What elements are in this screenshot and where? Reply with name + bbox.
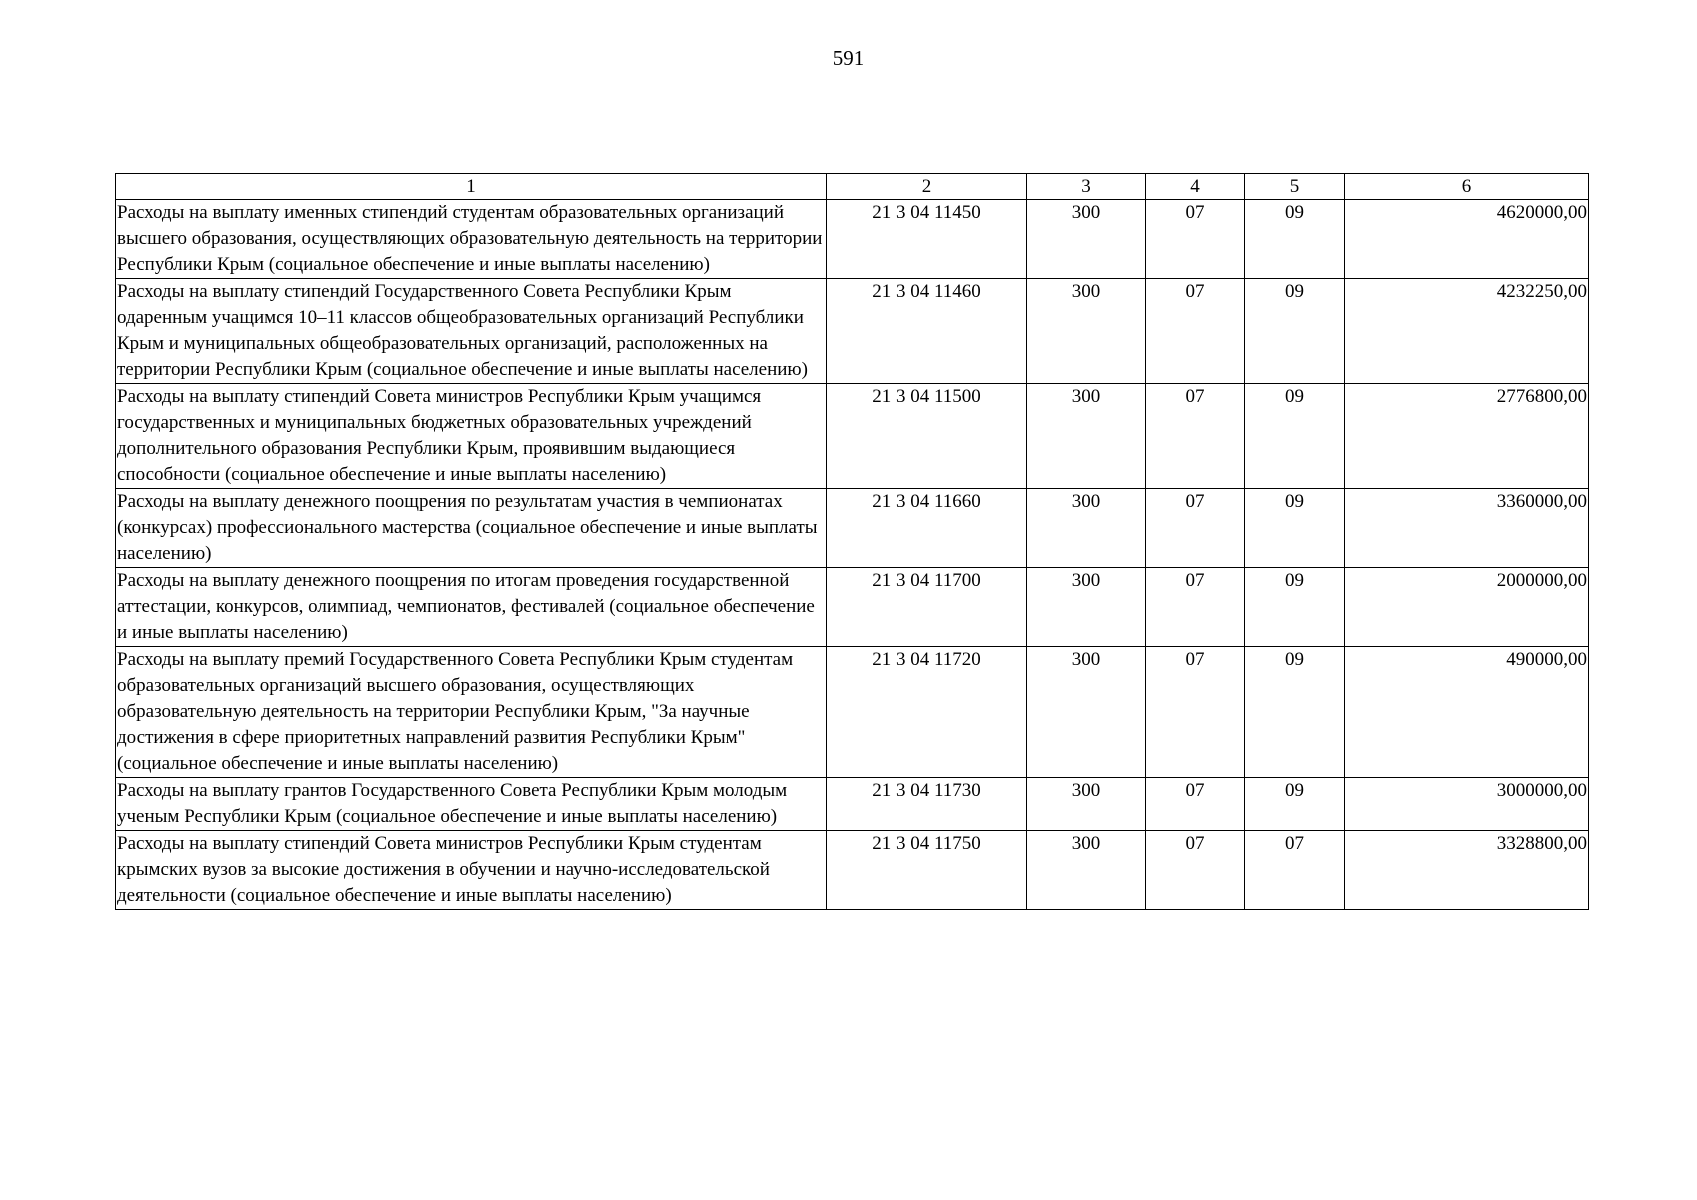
budget-table	[115, 173, 1589, 910]
row-col4: 07	[1146, 384, 1245, 489]
row-col4: 07	[1146, 568, 1245, 647]
table-row	[116, 279, 1589, 384]
table-row	[116, 489, 1589, 568]
row-col5: 09	[1245, 384, 1345, 489]
row-description: Расходы на выплату именных стипендий студентам образовательных организаций высшего образования, осуществляющих образовательную деятельность на территории Республики Крым (социальное обеспечение и иные выплаты населению)	[116, 200, 827, 279]
row-col4: 07	[1146, 200, 1245, 279]
row-col5: 09	[1245, 279, 1345, 384]
row-col3: 300	[1027, 489, 1146, 568]
table-row	[116, 778, 1589, 831]
table-row	[116, 200, 1589, 279]
row-col5: 09	[1245, 489, 1345, 568]
row-col3: 300	[1027, 831, 1146, 910]
column-header-3: 3	[1027, 174, 1146, 200]
row-col3: 300	[1027, 647, 1146, 778]
row-code: 21 3 04 11730	[827, 778, 1027, 831]
row-col3: 300	[1027, 200, 1146, 279]
row-code: 21 3 04 11460	[827, 279, 1027, 384]
row-code: 21 3 04 11700	[827, 568, 1027, 647]
row-description: Расходы на выплату стипендий Совета министров Республики Крым учащимся государственных и муниципальных бюджетных образовательных учреждений дополнительного образования Республики Крым, проявившим выдающиеся способности (социальное обеспечение и иные выплаты населению)	[116, 384, 827, 489]
page-number: 591	[832, 46, 865, 70]
table-row	[116, 384, 1589, 489]
row-col3: 300	[1027, 279, 1146, 384]
column-header-4: 4	[1146, 174, 1245, 200]
row-col5: 09	[1245, 778, 1345, 831]
column-header-5: 5	[1245, 174, 1345, 200]
row-amount: 2776800,00	[1345, 384, 1589, 489]
row-amount: 2000000,00	[1345, 568, 1589, 647]
table-row	[116, 831, 1589, 910]
column-header-6: 6	[1345, 174, 1589, 200]
row-col5: 09	[1245, 200, 1345, 279]
row-amount: 3000000,00	[1345, 778, 1589, 831]
row-col4: 07	[1146, 489, 1245, 568]
header-row	[116, 174, 1589, 200]
row-description: Расходы на выплату премий Государственного Совета Республики Крым студентам образовательных организаций высшего образования, осуществляющих образовательную деятельность на территории Республики Крым, "За научные достижения в сфере приоритетных направлений развития Республики Крым" (социальное обеспечение и иные выплаты населению)	[116, 647, 827, 778]
row-code: 21 3 04 11720	[827, 647, 1027, 778]
column-header-2: 2	[827, 174, 1027, 200]
row-description: Расходы на выплату стипендий Совета министров Республики Крым студентам крымских вузов за высокие достижения в обучении и научно-исследовательской деятельности (социальное обеспечение и иные выплаты населению)	[116, 831, 827, 910]
row-col5: 07	[1245, 831, 1345, 910]
row-col3: 300	[1027, 568, 1146, 647]
row-description: Расходы на выплату грантов Государственного Совета Республики Крым молодым ученым Республики Крым (социальное обеспечение и иные выплаты населению)	[116, 778, 827, 831]
row-col3: 300	[1027, 778, 1146, 831]
row-code: 21 3 04 11500	[827, 384, 1027, 489]
row-col5: 09	[1245, 647, 1345, 778]
row-amount: 3360000,00	[1345, 489, 1589, 568]
row-col4: 07	[1146, 778, 1245, 831]
table-row	[116, 568, 1589, 647]
row-description: Расходы на выплату денежного поощрения по итогам проведения государственной аттестации, конкурсов, олимпиад, чемпионатов, фестивалей (социальное обеспечение и иные выплаты населению)	[116, 568, 827, 647]
row-code: 21 3 04 11750	[827, 831, 1027, 910]
row-col4: 07	[1146, 831, 1245, 910]
column-header-1: 1	[116, 174, 827, 200]
row-amount: 4232250,00	[1345, 279, 1589, 384]
row-amount: 3328800,00	[1345, 831, 1589, 910]
row-description: Расходы на выплату денежного поощрения по результатам участия в чемпионатах (конкурсах) профессионального мастерства (социальное обеспечение и иные выплаты населению)	[116, 489, 827, 568]
row-description: Расходы на выплату стипендий Государственного Совета Республики Крым одаренным учащимся 10–11 классов общеобразовательных организаций Республики Крым и муниципальных общеобразовательных организаций, расположенных на территории Республики Крым (социальное обеспечение и иные выплаты населению)	[116, 279, 827, 384]
row-amount: 490000,00	[1345, 647, 1589, 778]
table-row	[116, 647, 1589, 778]
row-col5: 09	[1245, 568, 1345, 647]
row-col3: 300	[1027, 384, 1146, 489]
row-amount: 4620000,00	[1345, 200, 1589, 279]
row-col4: 07	[1146, 647, 1245, 778]
row-code: 21 3 04 11660	[827, 489, 1027, 568]
row-col4: 07	[1146, 279, 1245, 384]
row-code: 21 3 04 11450	[827, 200, 1027, 279]
